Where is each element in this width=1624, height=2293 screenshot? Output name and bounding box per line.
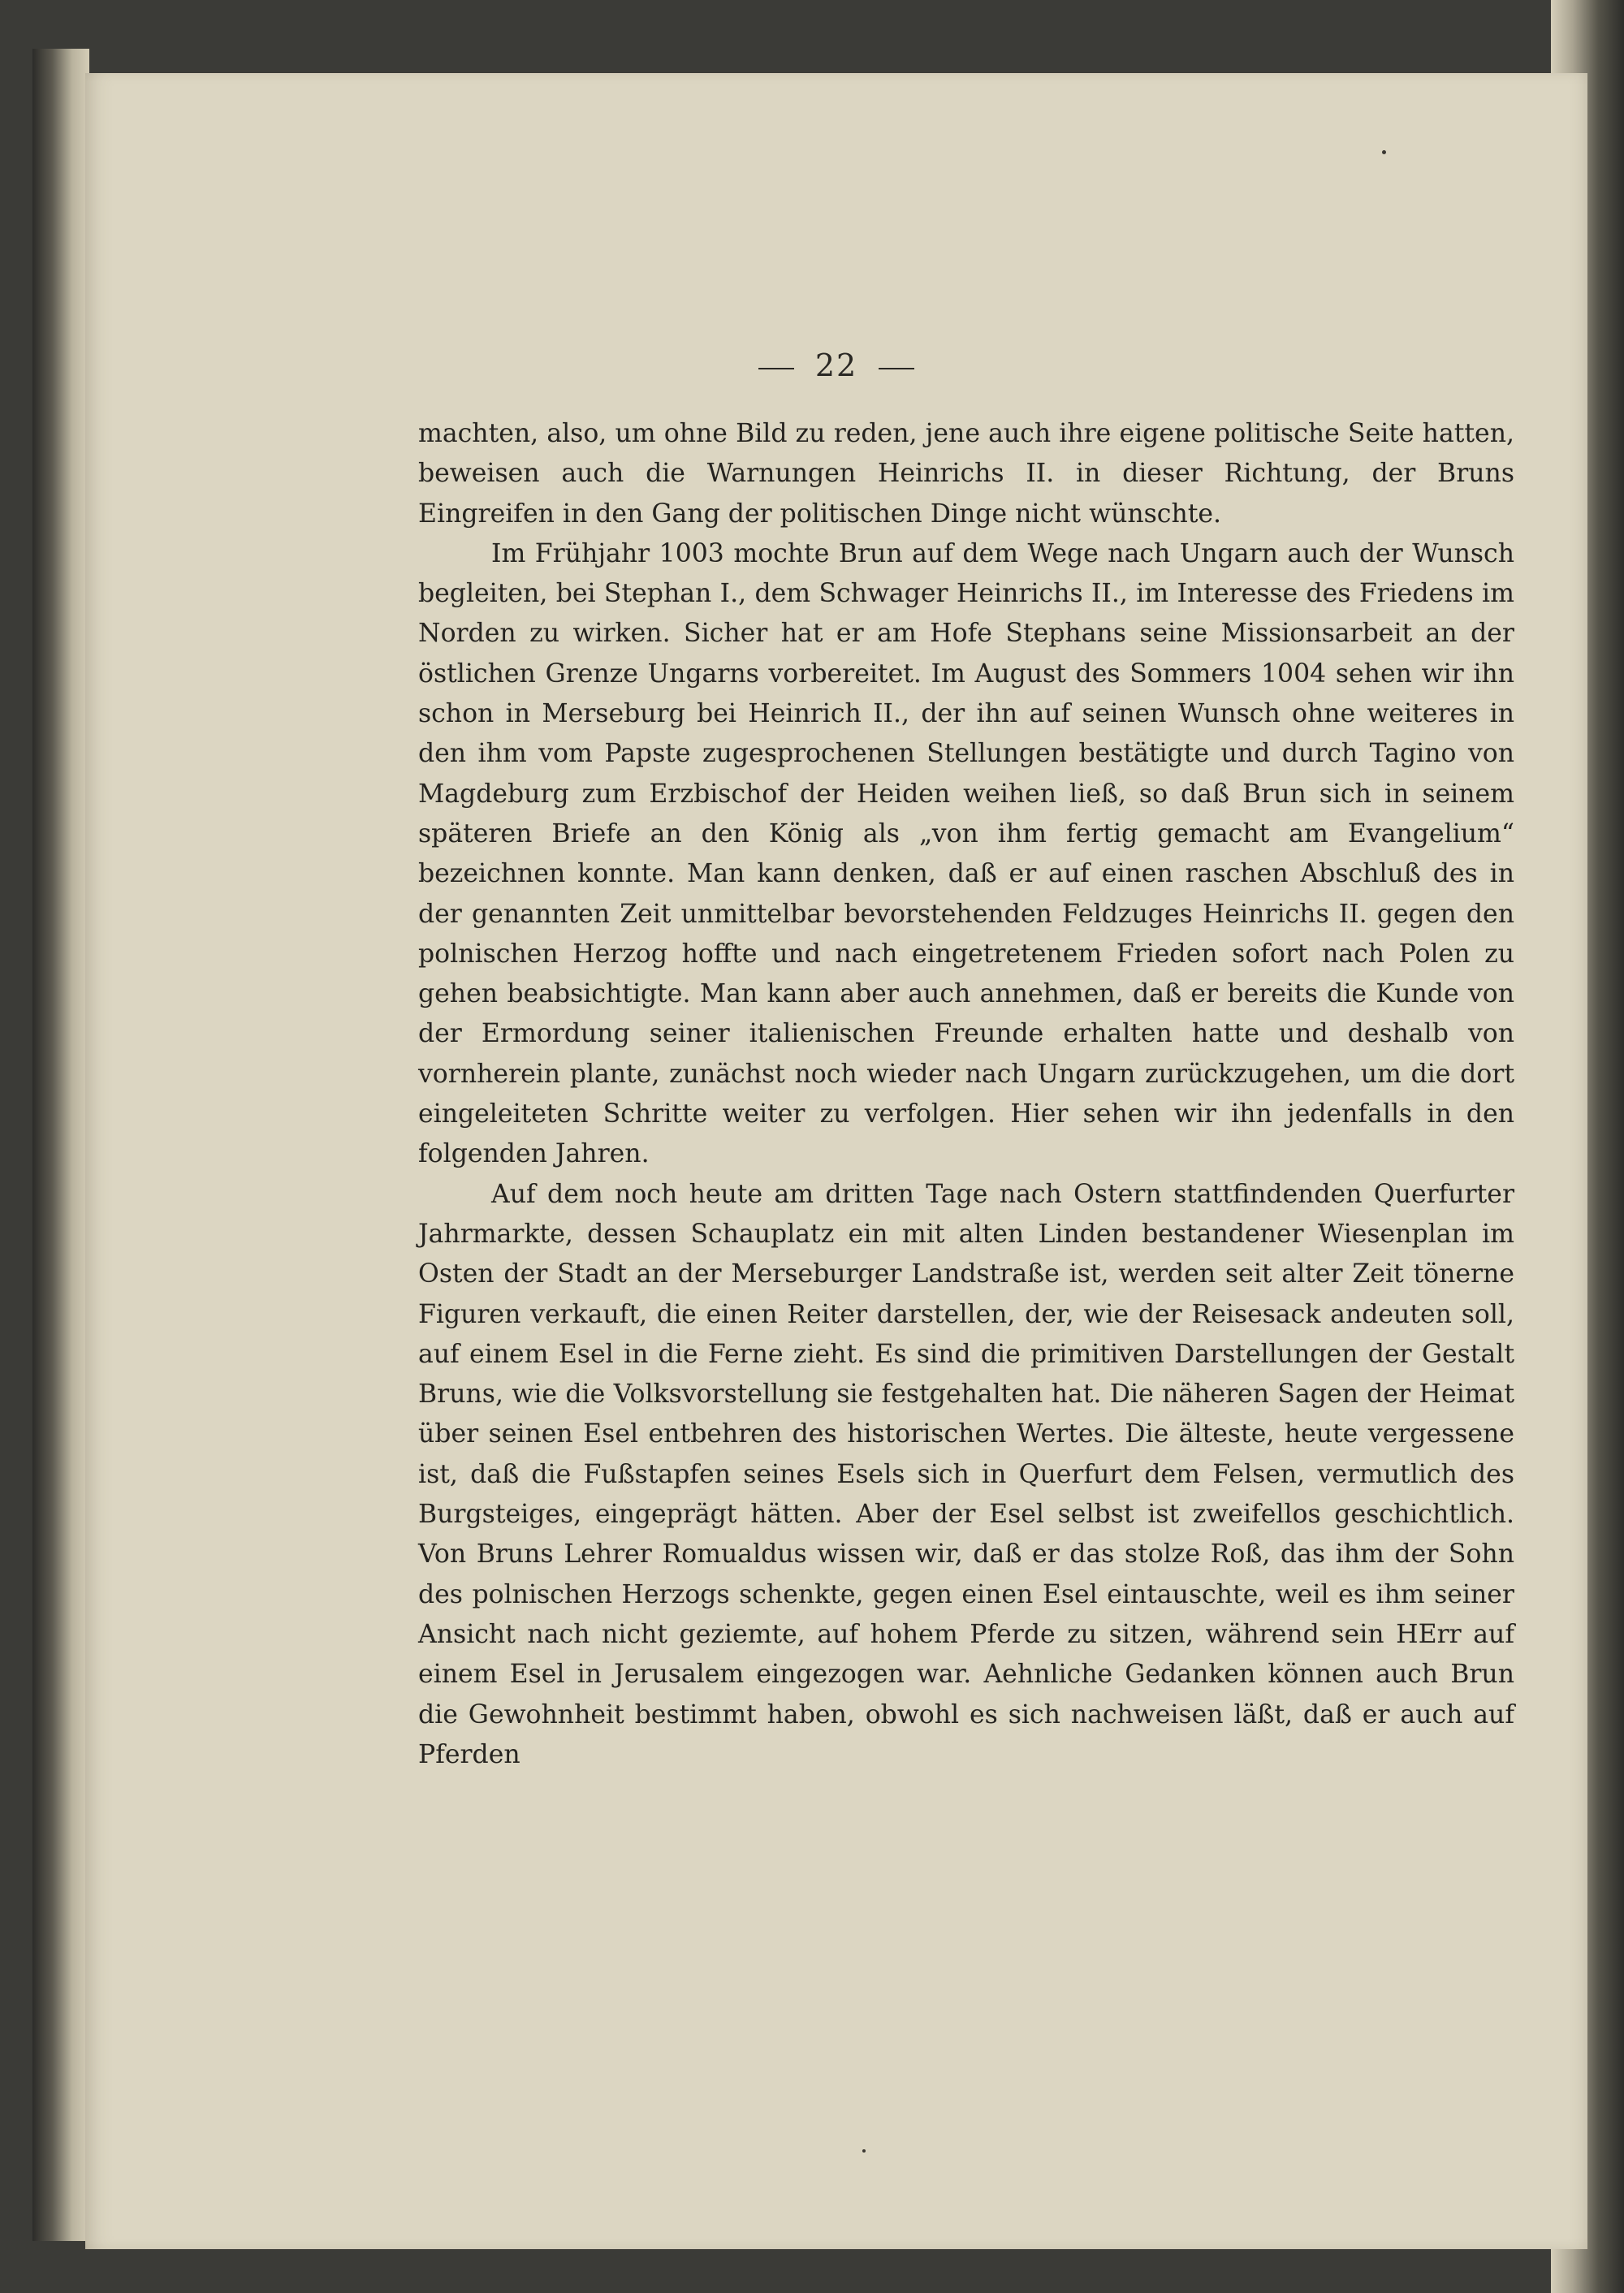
paragraph-2: Im Frühjahr 1003 mochte Brun auf dem Wege nach Ungarn auch der Wunsch begleiten, bei Stephan I., dem Schwager Heinrichs II., im Interesse des Friedens im Norden zu wirken. Sicher hat er am Hofe Stephans seine Missionsarbeit an der östlichen Grenze Ungarns vorbereitet. Im August des Sommers 1004 sehen wir ihn schon in Merseburg bei Heinrich II., der ihn auf seinen Wunsch ohne weiteres in den ihm vom Papste zugesprochenen Stellungen bestätigte und durch Tagino von Magdeburg zum Erzbischof der Heiden weihen ließ, so daß Brun sich in seinem späteren Briefe an den König als „von ihm fertig gemacht am Evangelium“ bezeichnen konnte. Man kann denken, daß er auf einen raschen Abschluß des in der genannten Zeit unmittelbar bevorstehenden Feldzuges Heinrichs II. gegen den polnischen Herzog hoffte und nach eingetretenem Frieden sofort nach Polen zu gehen beabsichtigte. Man kann aber auch annehmen, daß er bereits die Kunde von der Ermordung seiner italienischen Freunde erhalten hatte und deshalb von vornherein plante, zunächst noch wieder nach Ungarn zurückzugehen, um die dort eingeleiteten Schritte weiter zu verfolgen. Hier sehen wir ihn jedenfalls in den folgenden Jahren. (418, 538, 1514, 1169)
paper-speck (1382, 150, 1386, 154)
page-number-value: 22 (814, 348, 858, 383)
book-page (85, 73, 1587, 2249)
paragraph-3: Auf dem noch heute am dritten Tage nach Ostern stattfindenden Querfurter Jahrmarkte, dessen Schauplatz ein mit alten Linden bestandener Wiesenplan im Osten der Stadt an der Merseburger Landstraße ist, werden seit alter Zeit tönerne Figuren verkauft, die einen Reiter darstellen, der, wie der Reisesack andeuten soll, auf einem Esel in die Ferne zieht. Es sind die primitiven Darstellungen der Gestalt Bruns, wie die Volksvorstellung sie festgehalten hat. Die näheren Sagen der Heimat über seinen Esel entbehren des historischen Wertes. Die älteste, heute vergessene ist, daß die Fußstapfen seines Esels sich in Querfurt dem Felsen, vermutlich des Burgsteiges, eingeprägt hätten. Aber der Esel selbst ist zweifellos geschichtlich. Von Bruns Lehrer Romualdus wissen wir, daß er das stolze Roß, das ihm der Sohn des polnischen Herzogs schenkte, gegen einen Esel eintauschte, weil es ihm seiner Ansicht nach nicht geziemte, auf hohem Pferde zu sitzen, während sein HErr auf einem Esel in Jerusalem eingezogen war. Aehnliche Gedanken können auch Brun die Gewohnheit bestimmt haben, obwohl es sich nachweisen läßt, daß er auch auf Pferden (418, 1179, 1514, 1769)
book-spine-edge (32, 49, 89, 2241)
page-number-dash-left (758, 368, 794, 369)
page-number-dash-right (879, 368, 914, 369)
paper-speck (862, 2149, 866, 2153)
page-number (85, 348, 1587, 383)
body-text (418, 414, 1514, 1775)
paragraph-1: machten, also, um ohne Bild zu reden, jene auch ihre eigene politische Seite hatten, beweisen auch die Warnungen Heinrichs II. in dieser Richtung, der Bruns Eingreifen in den Gang der politischen Dinge nicht wünschte. (418, 419, 1514, 529)
